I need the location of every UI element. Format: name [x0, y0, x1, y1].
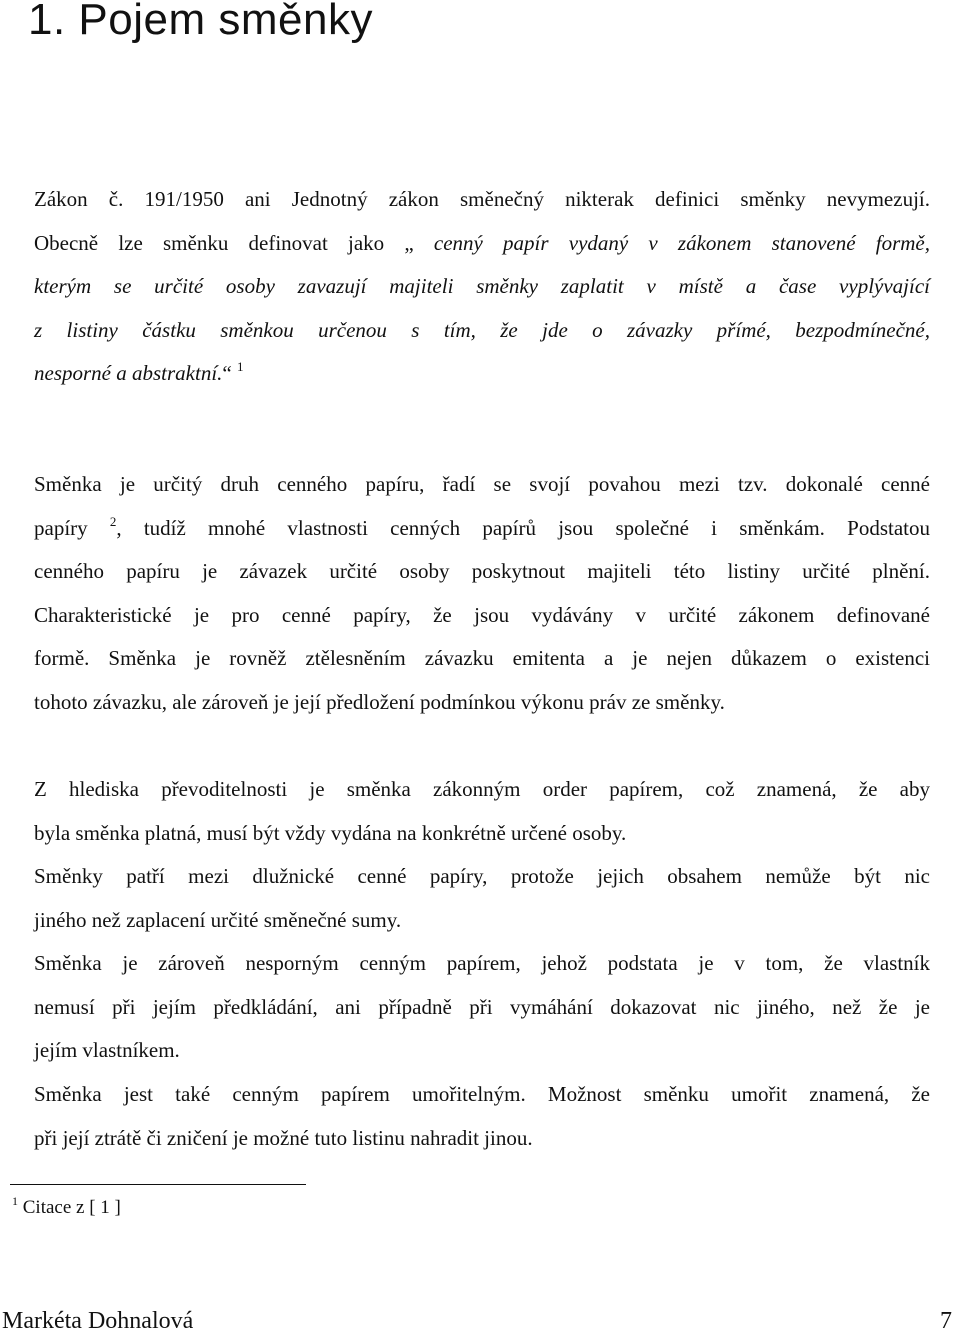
- paragraph-debt: [34, 855, 930, 942]
- quote-line: kterým se určité osoby zavazují majiteli směnky zaplatit v místě a čase vyplývající: [34, 274, 930, 298]
- footnote-ref: 1: [236, 359, 244, 374]
- text-line: Směnky patří mezi dlužnické cenné papíry, protože jejich obsahem nemůže být nic: [34, 864, 930, 888]
- footnote-number: 1: [12, 1194, 18, 1208]
- page-title: 1. Pojem směnky: [28, 0, 373, 44]
- quote-line: z listiny částku směnkou určenou s tím, že jde o závazky přímé, bezpodmínečné,: [34, 317, 930, 342]
- text-line: Směnka je určitý druh cenného papíru, řadí se svojí povahou mezi tzv. dokonalé cenné: [34, 472, 930, 496]
- text-line: jiného než zaplacení určité směnečné sumy.: [34, 907, 402, 932]
- text-line: Zákon č. 191/1950 ani Jednotný zákon směnečný nikterak definici směnky nevymezují.: [34, 187, 930, 211]
- paragraph-definition: [34, 178, 930, 396]
- text-line: tohoto závazku, ale zároveň je její předložení podmínkou výkonu práv ze směnky.: [34, 689, 725, 714]
- footer-author: Markéta Dohnalová: [2, 1308, 194, 1334]
- text-line: Směnka jest také cenným papírem umořitelným. Možnost směnku umořit znamená, že: [34, 1082, 930, 1106]
- quote-italic: nesporné a abstraktní.: [34, 361, 223, 385]
- text-line: Směnka je zároveň nesporným cenným papírem, jehož podstata je v tom, že vlastník: [34, 951, 930, 975]
- paragraph-undisputed: [34, 942, 930, 1073]
- text-line: [34, 222, 930, 266]
- text-line: nemusí při jejím předkládání, ani případně při vymáhání dokazovat nic jiného, než že je: [34, 994, 930, 1019]
- page-number: 7: [940, 1308, 952, 1334]
- footnote-text: Citace z [ 1 ]: [18, 1197, 121, 1218]
- quote-italic: cenný papír vydaný v zákonem stanovené formě,: [433, 230, 930, 255]
- text-line: [34, 507, 930, 551]
- text-line: Z hlediska převoditelnosti je směnka zákonným order papírem, což znamená, že aby: [34, 777, 930, 801]
- paragraph-transferability: [34, 768, 930, 855]
- text-line: cenného papíru je závazek určité osoby poskytnout majiteli této listiny určité plnění.: [34, 559, 930, 583]
- footnote-divider: [10, 1184, 306, 1185]
- footnote-ref: 2: [109, 513, 117, 529]
- text-span: papíry: [34, 515, 110, 540]
- text-span: , tudíž mnohé vlastnosti cenných papírů jsou společné i směnkám. Podstatou: [116, 515, 930, 540]
- closing-quote: “: [222, 361, 232, 385]
- paragraph-amortizable: [34, 1073, 930, 1160]
- paragraph-securities: [34, 463, 930, 724]
- text-line: formě. Směnka je rovněž ztělesněním závazku emitenta a je nejen důkazem o existenci: [34, 646, 930, 670]
- quote-line: [34, 352, 930, 396]
- text-line: byla směnka platná, musí být vždy vydána na konkrétně určené osoby.: [34, 820, 627, 845]
- text-span: Obecně lze směnku definovat jako „: [34, 230, 434, 255]
- footnote: [12, 1195, 121, 1221]
- text-line: jejím vlastníkem.: [34, 1038, 180, 1062]
- text-line: Charakteristické je pro cenné papíry, že jsou vydávány v určité zákonem definované: [34, 602, 930, 627]
- text-line: při její ztrátě či zničení je možné tuto listinu nahradit jinou.: [34, 1125, 533, 1150]
